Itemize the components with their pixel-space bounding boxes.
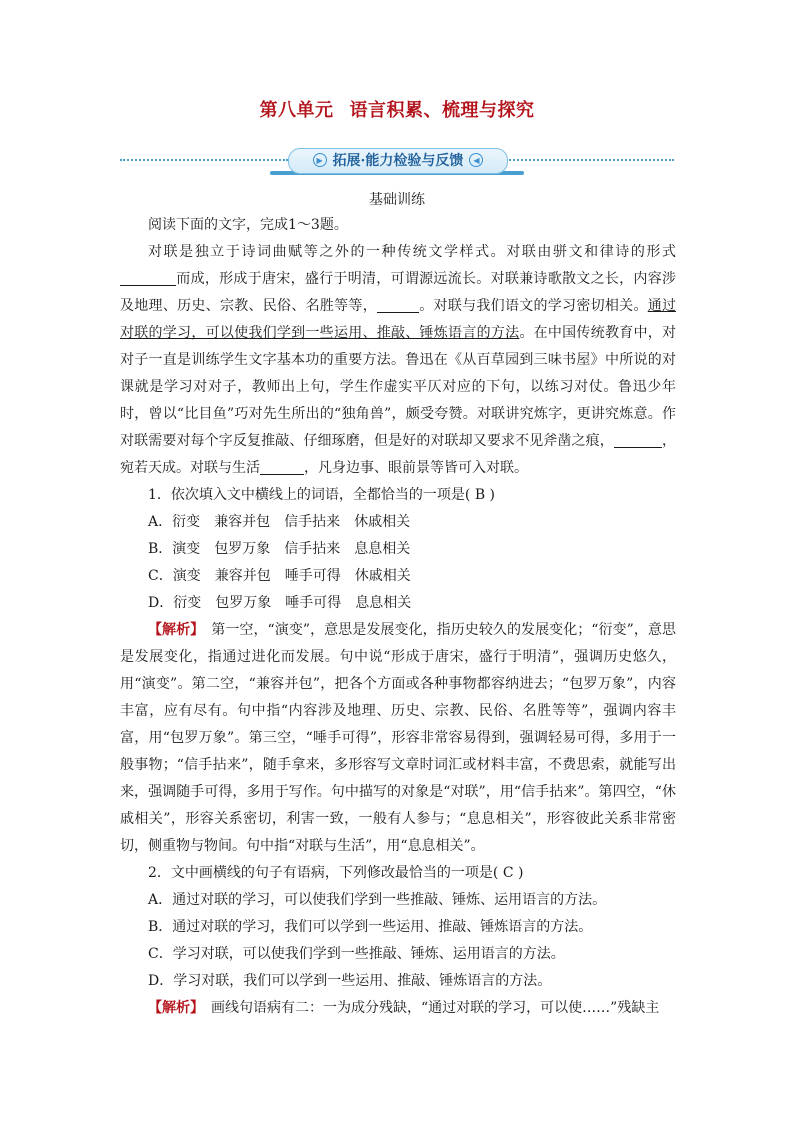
document-body [120,212,676,1022]
chevron-left-circle-icon: ◀ [469,153,483,167]
question-1-option-b: B．演变 包罗万象 信手拈来 息息相关 [148,541,411,557]
analysis-tag: 【解析】 [148,1000,197,1016]
question-1-option-a: A．衍变 兼容并包 信手拈来 休戚相关 [148,514,411,530]
banner-pill [288,148,508,174]
question-2-analysis: 【解析】 画线句语病有二：一为成分残缺，“通过对联的学习，可以使……”残缺主 [148,1000,660,1016]
section-heading: 基础训练 [369,192,425,208]
reading-passage: 对联是独立于诗词曲赋等之外的一种传统文学样式。对联由骈文和律诗的形式而成，形成于唐宋，盛行于明清，可谓源远流长。对联兼诗歌散文之长，内容涉及地理、历史、宗教、民俗、名胜等等， 。对联与我们语文的学习密切相关。通过对联的学习，可以使我们学到一些运用、推敲、锤炼语言的方法。在中国传统教育中，对对子一直是训练学生文字基本功的重要方法。鲁迅在《从百草园到三味书屋》中所说的对课就是学习对对子，教师出上句，学生作虚实平仄对应的下句，以练习对仗。鲁迅少年时，曾以“比目鱼”巧对先生所出的“独角兽”，颇受夸赞。对联讲究炼字，更讲究炼意。作对联需要对每个字反复推敲、仔细琢磨，但是好的对联却又要求不见斧凿之痕， ，宛若天成。对联与生活 ，凡身边事、眼前景等皆可入对联。 [120,244,677,476]
analysis-tag: 【解析】 [148,622,198,638]
question-2-option-a: A．通过对联的学习，可以使我们学到一些推敲、锤炼、运用语言的方法。 [148,892,607,908]
question-2-option-b: B．通过对联的学习，我们可以学到一些运用、推敲、锤炼语言的方法。 [148,919,593,935]
question-1-option-d: D．衍变 包罗万象 唾手可得 息息相关 [148,595,412,611]
page-title [0,96,794,122]
fill-blank-3 [614,431,662,448]
chevron-right-circle-icon: ▶ [313,153,327,167]
question-1-option-c: C．演变 兼容并包 唾手可得 休戚相关 [148,568,411,584]
question-2-option-c: C．学习对联，可以使我们学到一些推敲、锤炼、运用语言的方法。 [148,946,565,962]
fill-blank-1 [120,269,176,286]
unit-label: 第八单元 [259,100,334,121]
question-2-option-d: D．学习对联，我们可以学到一些运用、推敲、锤炼语言的方法。 [148,973,552,989]
section-banner [120,148,674,174]
unit-topic: 语言积累、梳理与探究 [349,100,535,121]
fill-blank-4 [260,458,304,475]
question-1-analysis: 【解析】 第一空，“演变”，意思是发展变化，指历史较久的发展变化；“衍变”，意思是发展变化，指通过进化而发展。句中说“形成于唐宋，盛行于明清”，强调历史悠久，用“演变”。第二空，“兼容并包”，把各个方面或各种事物都容纳进去；“包罗万象”，内容丰富，应有尽有。句中指“内容涉及地理、历史、宗教、民俗、名胜等等”，强调内容丰富，用“包罗万象”。第三空，“唾手可得”，形容非常容易得到，强调轻易可得，多用于一般事物；“信手拈来”，随手拿来，多形容写文章时词汇或材料丰富，不费思索，就能写出来，强调随手可得，多用于写作。句中描写的对象是“对联”，用“信手拈来”。第四空，“休戚相关”，形容关系密切，利害一致，一般有人参与；“息息相关”，形容彼此关系非常密切，侧重物与物间。句中指“对联与生活”，用“息息相关”。 [120,622,676,854]
reading-instruction: 阅读下面的文字，完成1～3题。 [148,217,348,233]
underlined-sentence: 通过对联的学习，可以使我们学到一些运用、推敲、锤炼语言的方法 [120,298,677,341]
banner-dotted-line-right [506,159,674,161]
fill-blank-2 [377,296,419,313]
banner-dotted-line-left [120,159,288,161]
question-2-stem: 2．文中画横线的句子有语病，下列修改最恰当的一项是( C ) [148,865,524,881]
question-1-stem: 1．依次填入文中横线上的词语，全都恰当的一项是( B ) [148,487,496,503]
banner-text: 拓展·能力检验与反馈 [332,153,464,169]
